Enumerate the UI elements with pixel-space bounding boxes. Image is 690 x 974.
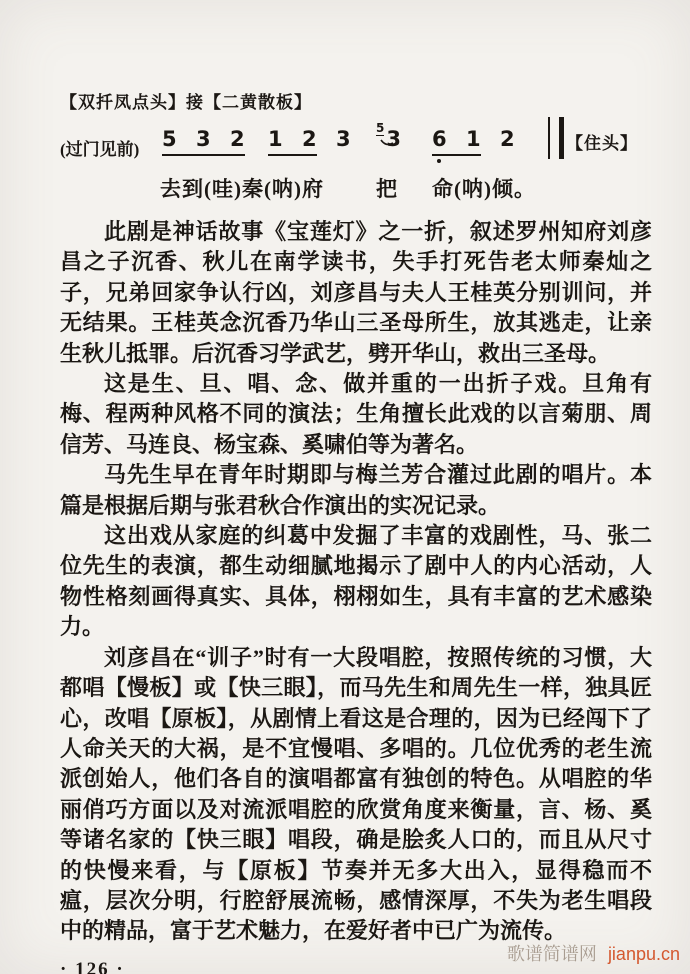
note: 5 [162,127,177,151]
note: 3 [386,127,401,151]
tie-curve [380,139,394,147]
note: 2 [500,127,515,151]
note-low-octave: 6 [432,127,466,151]
lyric-segment: 去到(哇)秦(呐)府 [160,177,324,201]
intro-annotation: (过门见前) [60,140,140,159]
end-pattern-label: 【住头】 [566,134,638,153]
paragraph-roles: 这是生、旦、唱、念、做并重的一出折子戏。旦角有梅、程两种风格不同的演法；生角擅长此戏的以言菊朋、周信芳、马连良、杨宝森、奚啸伯等为著名。 [60,371,652,457]
watermark [507,940,680,966]
lyric-segment: 命(呐)倾。 [432,177,536,201]
music-notation-line [60,121,652,173]
note-group-1 [162,127,245,156]
note: 2 [230,127,245,151]
lyric-line [60,173,652,207]
note: 1 [268,127,283,151]
paragraph-performance: 这出戏从家庭的纠葛中发掘了丰富的戏剧性，马、张二位先生的表演，都生动细腻地揭示了剧中人的内心活动，人物性格刻画得真实、具体，栩栩如生，具有丰富的艺术感染力。 [60,523,652,640]
notation-header: 【双扦凤点头】接【二黄散板】 [60,93,312,112]
paragraph-recording: 马先生早在青年时期即与梅兰芳合灌过此剧的唱片。本篇是根据后期与张君秋合作演出的实况记录。 [60,462,652,518]
note: 3 [336,127,351,151]
note-group-2 [268,127,317,156]
watermark-site-name: 歌谱简谱网 [506,944,597,964]
watermark-site-url: jianpu.cn [607,944,680,964]
body-text [60,217,652,947]
lyric-segment: 把 [376,177,398,201]
note: 3 [196,127,211,151]
note: 2 [302,127,317,151]
paragraph-synopsis: 此剧是神话故事《宝莲灯》之一折，叙述罗州知府刘彦昌之子沉香、秋儿在南学读书，失手打死告老太师秦灿之子，兄弟回家争认行凶，刘彦昌与夫人王桂英分别训问，并无结果。王桂英念沉香乃华山三圣母所生，放其逃走，让亲生秋儿抵罪。后沉香习学武艺，劈开华山，救出三圣母。 [60,219,652,366]
final-barline [548,117,564,159]
note: 1 [466,127,481,151]
grace-note-group [376,121,401,151]
grace-note: 5 [376,121,385,135]
page-content [60,88,652,974]
note-group-3 [432,127,481,156]
paragraph-commentary: 刘彦昌在“训子”时有一大段唱腔，按照传统的习惯，大都唱【慢板】或【快三眼】，而马先生和周先生一样，独具匠心，改唱【原板】，从剧情上看这是合理的，因为已经闯下了人命关天的大祸，是不宜慢唱、多唱的。几位优秀的老生流派创始人，他们各自的演唱都富有独创的特色。从唱腔的华丽俏巧方面以及对流派唱腔的欣赏角度来衡量，言、杨、奚等诸名家的【快三眼】唱段，确是脍炙人口的，而且从尺寸的快慢来看，与【原板】节奏并无多大出入，显得稳而不瘟，层次分明，行腔舒展流畅，感情深厚，不失为老生唱段中的精品，富于艺术魅力，在爱好者中已广为流传。 [60,644,652,944]
page-number: · 126 · [60,958,125,974]
